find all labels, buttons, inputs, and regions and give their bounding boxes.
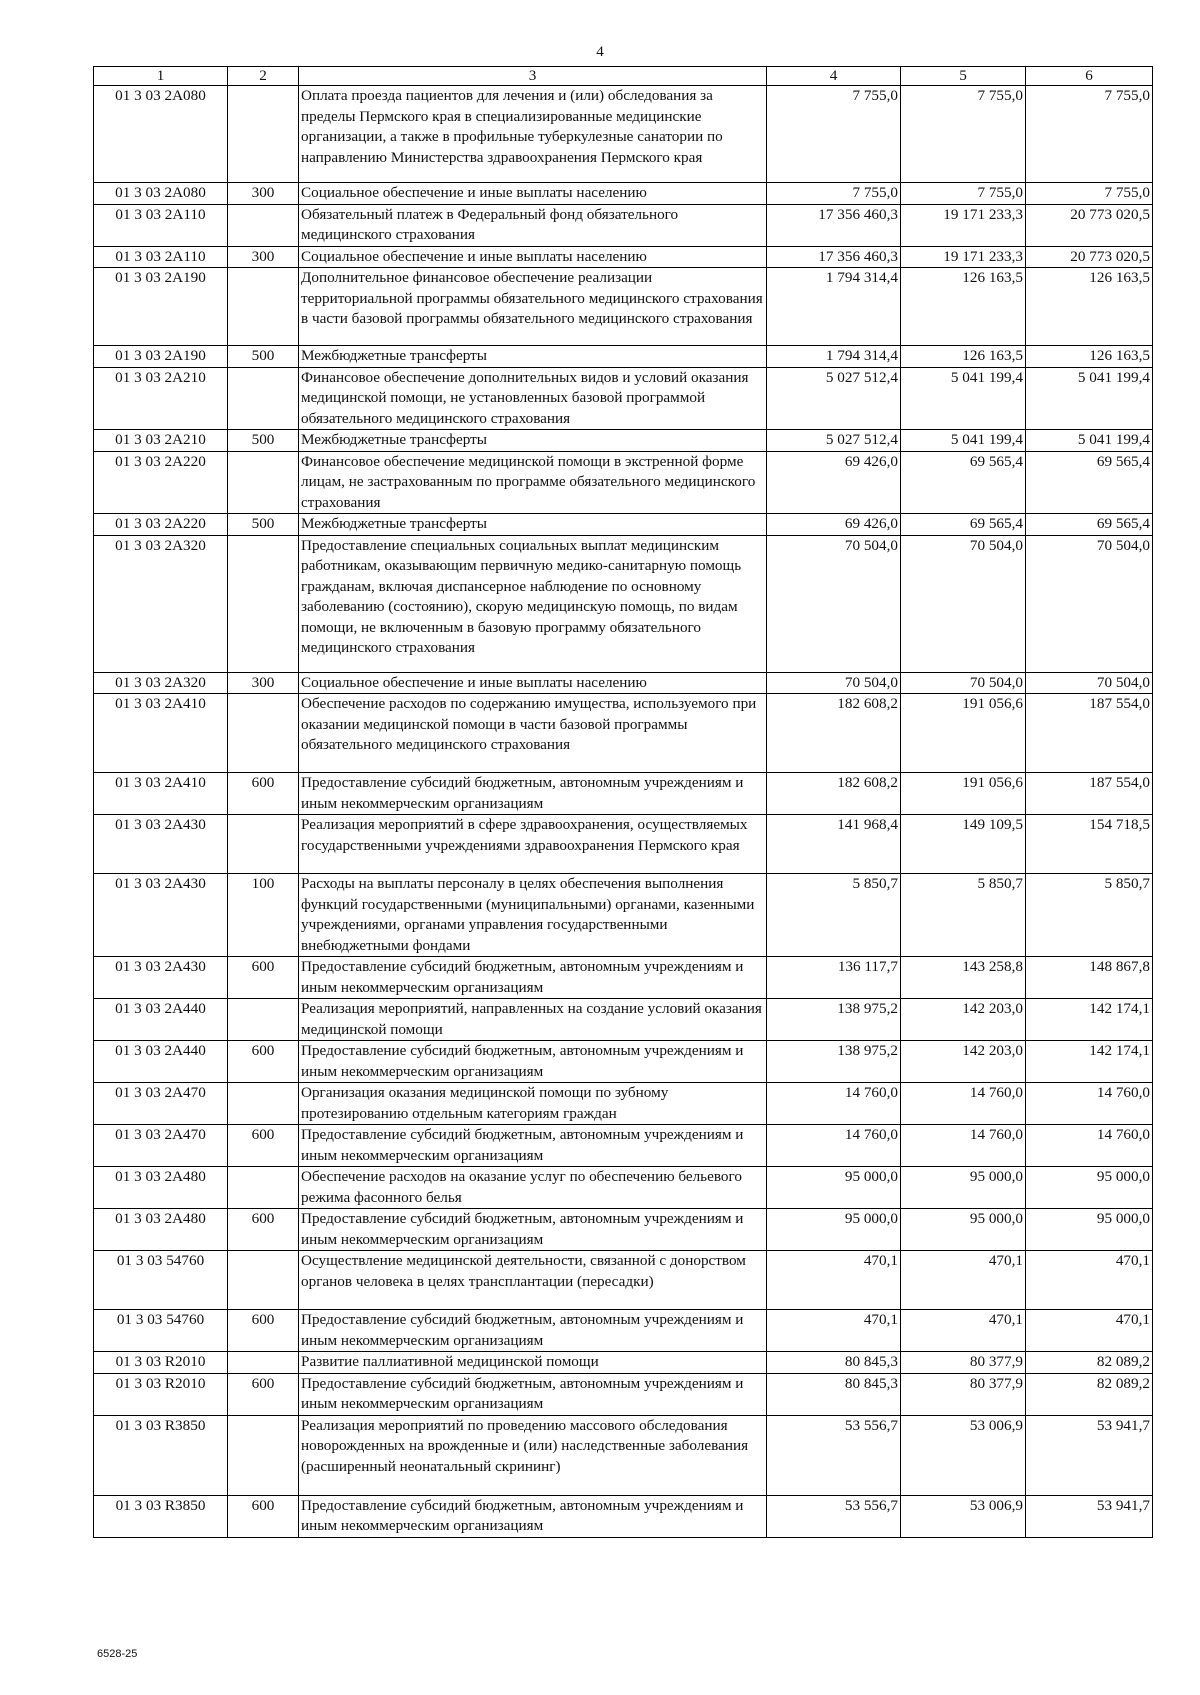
row-code: 01 3 03 2А480 xyxy=(94,1167,228,1209)
row-description: Предоставление субсидий бюджетным, автономным учреждениям и иным некоммерческим организациям xyxy=(299,1373,767,1415)
row-value-col4: 95 000,0 xyxy=(767,1209,901,1251)
table-row xyxy=(94,1041,1153,1083)
row-code: 01 3 03 2А470 xyxy=(94,1083,228,1125)
row-value-col6: 70 504,0 xyxy=(1026,535,1153,672)
row-value-col5: 80 377,9 xyxy=(901,1373,1026,1415)
row-value-col6: 69 565,4 xyxy=(1026,451,1153,514)
row-value-col6: 14 760,0 xyxy=(1026,1125,1153,1167)
table-row xyxy=(94,957,1153,999)
row-code: 01 3 03 2А190 xyxy=(94,346,228,368)
row-value-col4: 17 356 460,3 xyxy=(767,204,901,246)
table-row xyxy=(94,874,1153,957)
table-row xyxy=(94,773,1153,815)
row-expense-type: 600 xyxy=(228,773,299,815)
row-value-col4: 5 850,7 xyxy=(767,874,901,957)
table-row xyxy=(94,367,1153,430)
row-value-col5: 191 056,6 xyxy=(901,694,1026,773)
row-value-col5: 70 504,0 xyxy=(901,535,1026,672)
row-value-col5: 470,1 xyxy=(901,1251,1026,1310)
row-description: Финансовое обеспечение медицинской помощи в экстренной форме лицам, не застрахованным по программе обязательного медицинского страхования xyxy=(299,451,767,514)
table-row xyxy=(94,815,1153,874)
row-value-col5: 80 377,9 xyxy=(901,1352,1026,1374)
row-code: 01 3 03 54760 xyxy=(94,1310,228,1352)
row-value-col6: 95 000,0 xyxy=(1026,1167,1153,1209)
row-value-col5: 470,1 xyxy=(901,1310,1026,1352)
row-value-col6: 82 089,2 xyxy=(1026,1373,1153,1415)
row-value-col5: 191 056,6 xyxy=(901,773,1026,815)
budget-table xyxy=(93,66,1153,1538)
row-value-col4: 136 117,7 xyxy=(767,957,901,999)
row-value-col6: 126 163,5 xyxy=(1026,268,1153,346)
row-value-col4: 7 755,0 xyxy=(767,183,901,205)
row-expense-type xyxy=(228,86,299,183)
table-row xyxy=(94,1495,1153,1537)
row-code: 01 3 03 2А410 xyxy=(94,773,228,815)
table-row xyxy=(94,694,1153,773)
row-description: Предоставление субсидий бюджетным, автономным учреждениям и иным некоммерческим организациям xyxy=(299,773,767,815)
row-value-col6: 14 760,0 xyxy=(1026,1083,1153,1125)
row-expense-type: 600 xyxy=(228,1209,299,1251)
table-row xyxy=(94,1209,1153,1251)
row-description: Межбюджетные трансферты xyxy=(299,430,767,452)
row-description: Межбюджетные трансферты xyxy=(299,514,767,536)
row-value-col4: 470,1 xyxy=(767,1310,901,1352)
row-description: Предоставление субсидий бюджетным, автономным учреждениям и иным некоммерческим организациям xyxy=(299,1495,767,1537)
row-value-col5: 149 109,5 xyxy=(901,815,1026,874)
row-value-col4: 70 504,0 xyxy=(767,672,901,694)
table-row xyxy=(94,1415,1153,1495)
column-header: 4 xyxy=(767,67,901,86)
row-value-col6: 5 041 199,4 xyxy=(1026,367,1153,430)
row-code: 01 3 03 2А480 xyxy=(94,1209,228,1251)
row-description: Предоставление специальных социальных выплат медицинским работникам, оказывающим первичную медико-санитарную помощь гражданам, включая диспансерное наблюдение по основному заболеванию (состоянию), скорую медицинскую помощь, по видам помощи, не включенным в базовую программу обязательного медицинского страхования xyxy=(299,535,767,672)
column-header: 3 xyxy=(299,67,767,86)
row-value-col4: 95 000,0 xyxy=(767,1167,901,1209)
row-value-col4: 141 968,4 xyxy=(767,815,901,874)
row-value-col6: 53 941,7 xyxy=(1026,1415,1153,1495)
row-description: Социальное обеспечение и иные выплаты населению xyxy=(299,672,767,694)
table-row xyxy=(94,1373,1153,1415)
header-row xyxy=(94,67,1153,86)
page-number: 4 xyxy=(596,44,604,60)
row-value-col6: 70 504,0 xyxy=(1026,672,1153,694)
row-expense-type: 500 xyxy=(228,346,299,368)
row-value-col4: 138 975,2 xyxy=(767,1041,901,1083)
row-expense-type xyxy=(228,367,299,430)
row-value-col6: 5 850,7 xyxy=(1026,874,1153,957)
row-value-col5: 53 006,9 xyxy=(901,1415,1026,1495)
row-value-col4: 138 975,2 xyxy=(767,999,901,1041)
row-expense-type: 600 xyxy=(228,1125,299,1167)
table-row xyxy=(94,268,1153,346)
row-code: 01 3 03 2А220 xyxy=(94,514,228,536)
column-header: 1 xyxy=(94,67,228,86)
row-expense-type: 600 xyxy=(228,957,299,999)
row-value-col4: 70 504,0 xyxy=(767,535,901,672)
row-value-col6: 142 174,1 xyxy=(1026,1041,1153,1083)
row-value-col5: 126 163,5 xyxy=(901,346,1026,368)
row-description: Расходы на выплаты персоналу в целях обеспечения выполнения функций государственными (муниципальными) органами, казенными учреждениями, органами управления государственными внебюджетными фондами xyxy=(299,874,767,957)
table-row xyxy=(94,183,1153,205)
row-description: Реализация мероприятий в сфере здравоохранения, осуществляемых государственными учреждениями здравоохранения Пермского края xyxy=(299,815,767,874)
row-value-col5: 142 203,0 xyxy=(901,1041,1026,1083)
row-value-col4: 53 556,7 xyxy=(767,1495,901,1537)
row-value-col5: 95 000,0 xyxy=(901,1209,1026,1251)
row-value-col6: 20 773 020,5 xyxy=(1026,204,1153,246)
row-description: Социальное обеспечение и иные выплаты населению xyxy=(299,246,767,268)
row-value-col4: 7 755,0 xyxy=(767,86,901,183)
document-id: 6528-25 xyxy=(97,1648,138,1660)
table-row xyxy=(94,1083,1153,1125)
row-code: 01 3 03 2А190 xyxy=(94,268,228,346)
row-value-col6: 187 554,0 xyxy=(1026,773,1153,815)
column-header: 2 xyxy=(228,67,299,86)
row-expense-type: 500 xyxy=(228,514,299,536)
table-row xyxy=(94,246,1153,268)
row-expense-type xyxy=(228,535,299,672)
row-value-col6: 69 565,4 xyxy=(1026,514,1153,536)
row-expense-type xyxy=(228,1083,299,1125)
column-header: 6 xyxy=(1026,67,1153,86)
row-value-col4: 1 794 314,4 xyxy=(767,346,901,368)
row-value-col4: 5 027 512,4 xyxy=(767,367,901,430)
row-description: Межбюджетные трансферты xyxy=(299,346,767,368)
row-value-col6: 154 718,5 xyxy=(1026,815,1153,874)
row-description: Осуществление медицинской деятельности, связанной с донорством органов человека в целях трансплантации (пересадки) xyxy=(299,1251,767,1310)
row-expense-type: 600 xyxy=(228,1495,299,1537)
row-value-col4: 80 845,3 xyxy=(767,1373,901,1415)
row-expense-type xyxy=(228,451,299,514)
row-value-col5: 7 755,0 xyxy=(901,183,1026,205)
row-expense-type xyxy=(228,999,299,1041)
row-value-col6: 95 000,0 xyxy=(1026,1209,1153,1251)
table-row xyxy=(94,346,1153,368)
row-description: Обеспечение расходов по содержанию имущества, используемого при оказании медицинской помощи в части базовой программы обязательного медицинского страхования xyxy=(299,694,767,773)
row-value-col4: 182 608,2 xyxy=(767,694,901,773)
row-code: 01 3 03 2А080 xyxy=(94,183,228,205)
row-expense-type: 300 xyxy=(228,183,299,205)
row-expense-type: 600 xyxy=(228,1310,299,1352)
row-expense-type: 600 xyxy=(228,1373,299,1415)
row-code: 01 3 03 2А410 xyxy=(94,694,228,773)
row-code: 01 3 03 R3850 xyxy=(94,1415,228,1495)
row-expense-type xyxy=(228,1415,299,1495)
row-description: Обязательный платеж в Федеральный фонд обязательного медицинского страхования xyxy=(299,204,767,246)
table-row xyxy=(94,1167,1153,1209)
row-value-col6: 5 041 199,4 xyxy=(1026,430,1153,452)
row-code: 01 3 03 2А440 xyxy=(94,999,228,1041)
row-code: 01 3 03 2А430 xyxy=(94,874,228,957)
row-code: 01 3 03 2А110 xyxy=(94,204,228,246)
row-code: 01 3 03 54760 xyxy=(94,1251,228,1310)
row-value-col5: 142 203,0 xyxy=(901,999,1026,1041)
row-expense-type xyxy=(228,1167,299,1209)
row-description: Развитие паллиативной медицинской помощи xyxy=(299,1352,767,1374)
row-expense-type xyxy=(228,1352,299,1374)
row-value-col5: 95 000,0 xyxy=(901,1167,1026,1209)
row-value-col6: 470,1 xyxy=(1026,1251,1153,1310)
row-description: Оплата проезда пациентов для лечения и (или) обследования за пределы Пермского края в специализированные медицинские организации, а также в профильные туберкулезные санатории по направлению Министерства здравоохранения Пермского края xyxy=(299,86,767,183)
row-value-col5: 5 041 199,4 xyxy=(901,430,1026,452)
row-value-col4: 1 794 314,4 xyxy=(767,268,901,346)
row-code: 01 3 03 2А320 xyxy=(94,535,228,672)
column-header: 5 xyxy=(901,67,1026,86)
row-code: 01 3 03 2А220 xyxy=(94,451,228,514)
table-row xyxy=(94,451,1153,514)
row-expense-type xyxy=(228,268,299,346)
row-value-col5: 5 041 199,4 xyxy=(901,367,1026,430)
row-value-col5: 69 565,4 xyxy=(901,451,1026,514)
row-description: Обеспечение расходов на оказание услуг по обеспечению бельевого режима фасонного белья xyxy=(299,1167,767,1209)
row-expense-type xyxy=(228,694,299,773)
row-expense-type: 100 xyxy=(228,874,299,957)
row-value-col5: 126 163,5 xyxy=(901,268,1026,346)
row-description: Предоставление субсидий бюджетным, автономным учреждениям и иным некоммерческим организациям xyxy=(299,1209,767,1251)
table-row xyxy=(94,999,1153,1041)
table-row xyxy=(94,535,1153,672)
row-value-col4: 80 845,3 xyxy=(767,1352,901,1374)
row-code: 01 3 03 2А320 xyxy=(94,672,228,694)
row-description: Социальное обеспечение и иные выплаты населению xyxy=(299,183,767,205)
row-code: 01 3 03 2А430 xyxy=(94,815,228,874)
row-value-col4: 17 356 460,3 xyxy=(767,246,901,268)
row-value-col4: 182 608,2 xyxy=(767,773,901,815)
row-value-col4: 470,1 xyxy=(767,1251,901,1310)
row-expense-type: 300 xyxy=(228,672,299,694)
row-description: Предоставление субсидий бюджетным, автономным учреждениям и иным некоммерческим организациям xyxy=(299,957,767,999)
row-value-col4: 14 760,0 xyxy=(767,1083,901,1125)
row-value-col5: 19 171 233,3 xyxy=(901,204,1026,246)
row-code: 01 3 03 2А210 xyxy=(94,430,228,452)
row-description: Предоставление субсидий бюджетным, автономным учреждениям и иным некоммерческим организациям xyxy=(299,1310,767,1352)
row-description: Организация оказания медицинской помощи по зубному протезированию отдельным категориям граждан xyxy=(299,1083,767,1125)
row-value-col4: 69 426,0 xyxy=(767,514,901,536)
table-row xyxy=(94,430,1153,452)
row-description: Финансовое обеспечение дополнительных видов и условий оказания медицинской помощи, не установленных базовой программой обязательного медицинского страхования xyxy=(299,367,767,430)
table-row xyxy=(94,86,1153,183)
row-value-col4: 5 027 512,4 xyxy=(767,430,901,452)
row-value-col6: 187 554,0 xyxy=(1026,694,1153,773)
row-value-col5: 14 760,0 xyxy=(901,1083,1026,1125)
row-value-col6: 82 089,2 xyxy=(1026,1352,1153,1374)
row-code: 01 3 03 2А470 xyxy=(94,1125,228,1167)
row-code: 01 3 03 R2010 xyxy=(94,1373,228,1415)
table-row xyxy=(94,204,1153,246)
table-row xyxy=(94,1251,1153,1310)
row-value-col5: 5 850,7 xyxy=(901,874,1026,957)
row-value-col6: 7 755,0 xyxy=(1026,183,1153,205)
row-expense-type xyxy=(228,815,299,874)
row-value-col5: 53 006,9 xyxy=(901,1495,1026,1537)
row-value-col6: 53 941,7 xyxy=(1026,1495,1153,1537)
table-row xyxy=(94,1125,1153,1167)
row-value-col5: 14 760,0 xyxy=(901,1125,1026,1167)
row-code: 01 3 03 2А080 xyxy=(94,86,228,183)
table-row xyxy=(94,1352,1153,1374)
row-description: Реализация мероприятий, направленных на создание условий оказания медицинской помощи xyxy=(299,999,767,1041)
row-value-col4: 53 556,7 xyxy=(767,1415,901,1495)
table-row xyxy=(94,1310,1153,1352)
row-expense-type xyxy=(228,1251,299,1310)
row-code: 01 3 03 R3850 xyxy=(94,1495,228,1537)
row-value-col6: 470,1 xyxy=(1026,1310,1153,1352)
row-value-col6: 20 773 020,5 xyxy=(1026,246,1153,268)
row-value-col4: 14 760,0 xyxy=(767,1125,901,1167)
row-value-col6: 126 163,5 xyxy=(1026,346,1153,368)
row-description: Дополнительное финансовое обеспечение реализации территориальной программы обязательного медицинского страхования в части базовой программы обязательного медицинского страхования xyxy=(299,268,767,346)
row-code: 01 3 03 2А430 xyxy=(94,957,228,999)
row-value-col6: 142 174,1 xyxy=(1026,999,1153,1041)
row-value-col5: 143 258,8 xyxy=(901,957,1026,999)
row-value-col4: 69 426,0 xyxy=(767,451,901,514)
row-expense-type xyxy=(228,204,299,246)
row-expense-type: 500 xyxy=(228,430,299,452)
row-description: Предоставление субсидий бюджетным, автономным учреждениям и иным некоммерческим организациям xyxy=(299,1125,767,1167)
row-description: Предоставление субсидий бюджетным, автономным учреждениям и иным некоммерческим организациям xyxy=(299,1041,767,1083)
row-code: 01 3 03 2А110 xyxy=(94,246,228,268)
row-code: 01 3 03 2А210 xyxy=(94,367,228,430)
row-value-col6: 7 755,0 xyxy=(1026,86,1153,183)
row-description: Реализация мероприятий по проведению массового обследования новорожденных на врожденные и (или) наследственные заболевания (расширенный неонатальный скрининг) xyxy=(299,1415,767,1495)
row-value-col5: 69 565,4 xyxy=(901,514,1026,536)
table-row xyxy=(94,672,1153,694)
row-value-col5: 7 755,0 xyxy=(901,86,1026,183)
row-expense-type: 600 xyxy=(228,1041,299,1083)
row-code: 01 3 03 2А440 xyxy=(94,1041,228,1083)
row-value-col5: 70 504,0 xyxy=(901,672,1026,694)
row-expense-type: 300 xyxy=(228,246,299,268)
row-value-col6: 148 867,8 xyxy=(1026,957,1153,999)
row-code: 01 3 03 R2010 xyxy=(94,1352,228,1374)
table-row xyxy=(94,514,1153,536)
row-value-col5: 19 171 233,3 xyxy=(901,246,1026,268)
